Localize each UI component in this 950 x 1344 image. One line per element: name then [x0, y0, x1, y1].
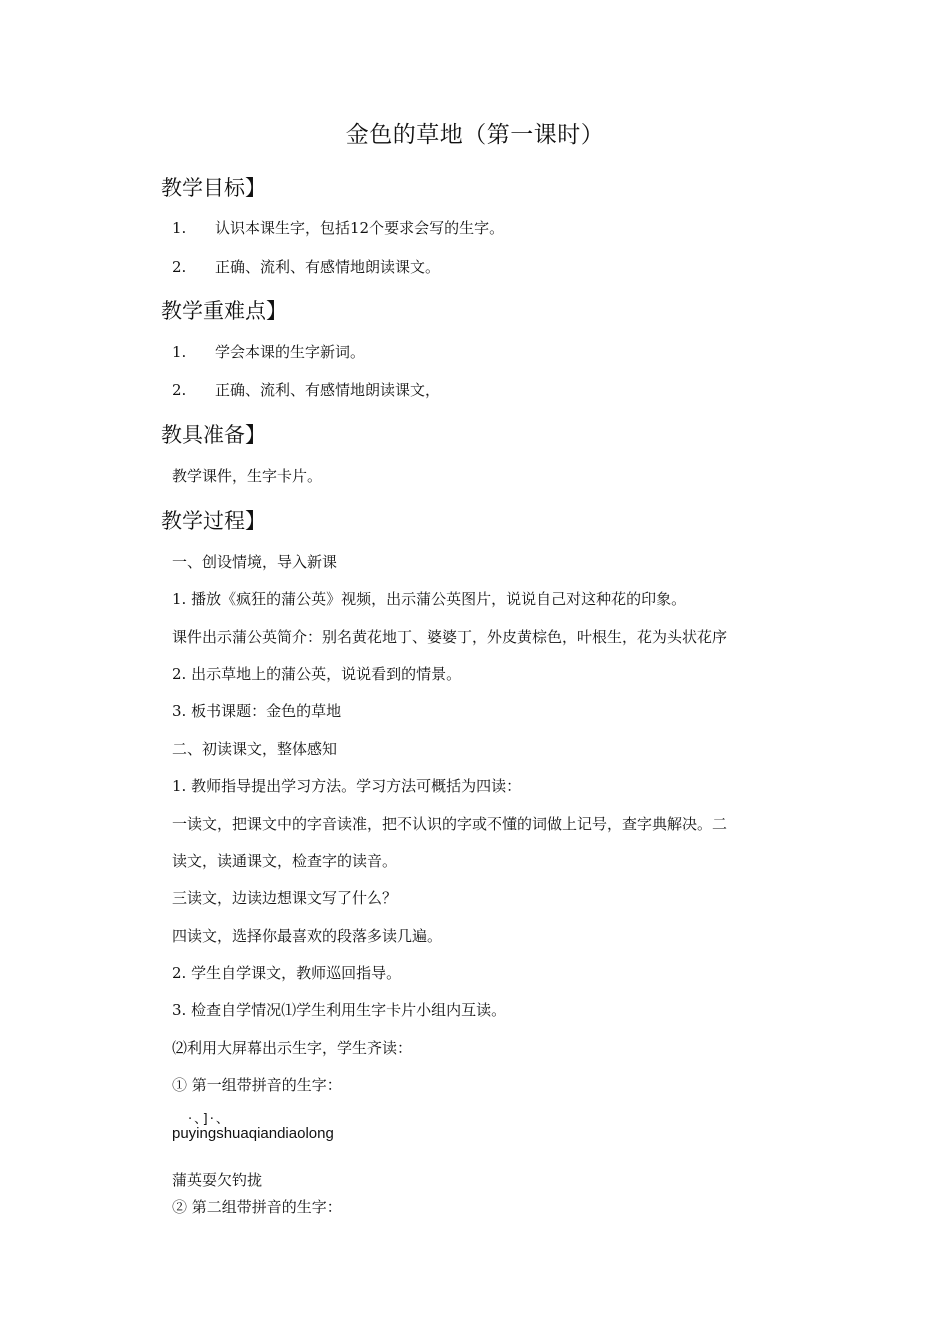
keypoint-item-2-num: 2.: [172, 381, 187, 399]
keypoint-item-1-num: 1.: [172, 343, 187, 361]
process-line-5: 3. 板书课题：金色的草地: [172, 702, 342, 720]
goal-item-2: [172, 256, 440, 277]
keypoint-item-2-text: 正确、流利、有感情地朗读课文，: [215, 381, 441, 399]
process-line-4: 2. 出示草地上的蒲公英，说说看到的情景。: [172, 665, 462, 683]
process-line-3: 课件出示蒲公英简介：别名黄花地丁、婆婆丁，外皮黄棕色，叶根生，花为头状花序: [172, 628, 728, 646]
process-line-14: ⑵利用大屏幕出示生字，学生齐读：: [172, 1039, 413, 1057]
chars-line: 蒲英耍欠钓拢: [172, 1171, 263, 1189]
prep-text: 教学课件，生字卡片。: [172, 467, 323, 485]
process-line-12: 2. 学生自学课文，教师巡回指导。: [172, 964, 402, 982]
keypoint-item-1: [172, 341, 365, 362]
process-line-2: 1. 播放《疯狂的蒲公英》视频，出示蒲公英图片，说说自己对这种花的印象。: [172, 590, 687, 608]
goal-item-1: [172, 217, 504, 238]
goal-item-2-text: 正确、流利、有感情地朗读课文。: [215, 258, 441, 276]
process-line-6: 二、初读课文，整体感知: [172, 740, 338, 758]
tone-marks: ·、]·、: [188, 1112, 231, 1127]
process-line-13: 3. 检查自学情况⑴学生利用生字卡片小组内互读。: [172, 1001, 507, 1019]
keypoint-item-2: [172, 379, 440, 400]
process-line-7: 1. 教师指导提出学习方法。学习方法可概括为四读：: [172, 777, 522, 795]
goal-item-1-num: 1.: [172, 219, 187, 237]
process-line-10: 三读文，边读边想课文写了什么？: [172, 889, 398, 907]
process-line-8: 一读文，把课文中的字音读准，把不认识的字或不懂的词做上记号，查字典解决。二: [172, 815, 728, 833]
goal-item-2-num: 2.: [172, 258, 187, 276]
heading-prep: 教具准备】: [161, 423, 266, 447]
keypoint-item-1-text: 学会本课的生字新词。: [215, 343, 366, 361]
goal-item-1-text: 认识本课生字，包括12个要求会写的生字。: [215, 219, 505, 237]
process-line-15: ① 第一组带拼音的生字：: [172, 1076, 342, 1094]
page-title: 金色的草地（第一课时）: [345, 122, 605, 148]
process-line-1: 一、创设情境，导入新课: [172, 553, 338, 571]
process-line-9: 读文，读通课文，检查字的读音。: [172, 852, 398, 870]
heading-goals: 教学目标】: [161, 176, 266, 200]
process-line-11: 四读文，选择你最喜欢的段落多读几遍。: [172, 927, 443, 945]
heading-keypoints: 教学重难点】: [161, 299, 287, 323]
pinyin-line: puyingshuaqiandiaolong: [172, 1125, 334, 1142]
group2-line: ② 第二组带拼音的生字：: [172, 1198, 342, 1216]
heading-process: 教学过程】: [161, 509, 266, 533]
